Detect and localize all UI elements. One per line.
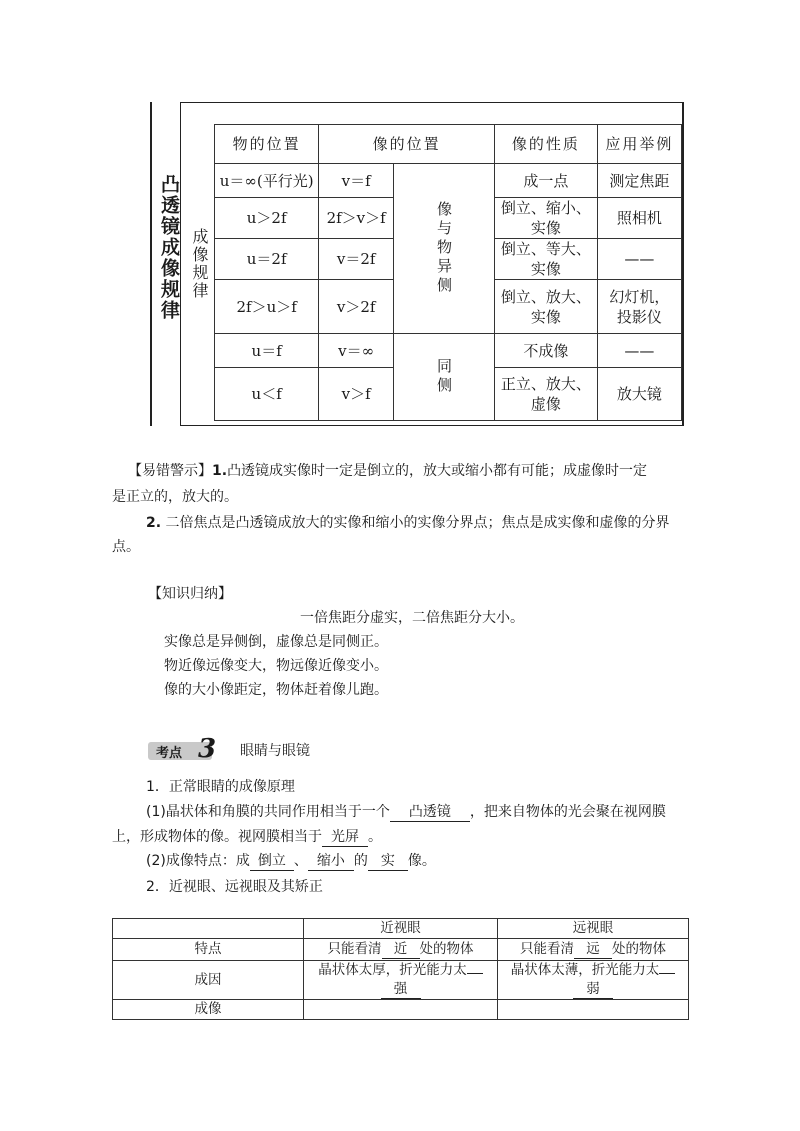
answer-blank: 近 [382,940,420,959]
text: ，把来自物体的光会聚在视网膜 [469,804,666,820]
text: 晶状体太薄，折光能力太 [510,962,660,978]
text: 只能看清 [327,941,382,957]
image-position: 2f＞v＞f [319,198,394,239]
kaodian-label: 考点 [156,746,183,761]
warning-paragraph-1-cont: 是正立的，放大的。 [112,489,238,505]
answer-blank: 远 [574,940,612,959]
table-header-row [113,919,689,939]
table-cell [304,1000,498,1020]
image-position: v＝∞ [319,334,394,368]
application: —— [597,334,681,368]
row-label: 特点 [113,939,304,961]
text: 的 [353,853,368,869]
application: 放大镜 [597,368,681,421]
eye-comparison-table [112,918,689,1020]
eye-section-2-title: 2．近视眼、远视眼及其矫正 [146,879,323,895]
image-nature: 成一点 [494,164,597,198]
lens-rule-table [214,124,682,421]
summary-line: 物近像远像变大，物远像近像变小。 [164,658,388,674]
eye-line-1 [146,801,706,823]
table-row [215,164,682,198]
answer-blank: 强 [381,980,421,999]
warning-text: 凸透镜成实像时一定是倒立的，放大或缩小都有可能；成虚像时一定 [227,463,648,479]
image-nature: 倒立、缩小、实像 [494,198,597,239]
answer-blank: 光屏 [322,828,368,847]
summary-line: 实像总是异侧倒，虚像总是同侧正。 [164,634,388,650]
kaodian-badge [148,734,230,764]
table-cell [304,939,498,961]
lens-rule-frame [150,102,684,426]
text: 。 [368,829,382,845]
table-cell [498,939,689,961]
image-nature-line: 正立、放大、 [500,375,591,393]
object-position: u＝2f [215,239,319,280]
object-position: u＝∞(平行光) [215,164,319,198]
warning-paragraph-2-cont: 点。 [112,539,140,555]
table-cell [498,961,689,1000]
image-nature-line: 虚像 [530,395,561,413]
answer-blank: 凸透镜 [390,803,470,822]
image-nature-line: 实像 [530,307,561,326]
table-header-row [215,125,682,164]
text: 、 [293,853,308,869]
row-label: 成因 [113,961,304,1000]
row-label: 成像 [113,1000,304,1020]
application: 测定焦距 [597,164,681,198]
image-position: v＞f [319,368,394,421]
header-object-position: 物的位置 [215,125,319,164]
table-cell [498,1000,689,1020]
application: 照相机 [597,198,681,239]
eye-section-1-title: 1．正常眼睛的成像原理 [146,779,295,795]
same-side-label: 同侧 [393,334,494,421]
warning-text: 二倍焦点是凸透镜成放大的实像和缩小的实像分界点；焦点是成实像和虚像的分界 [165,515,670,531]
item-number: 2. [146,515,162,531]
text: 处的物体 [419,941,474,957]
kaodian-title: 眼睛与眼镜 [240,743,310,759]
application-line: 幻灯机， [609,287,670,306]
image-position: v＝2f [319,239,394,280]
kaodian-number: 3 [198,734,217,764]
table-row [215,334,682,368]
text: 像。 [407,853,436,869]
section-title: 凸透镜成像规律 [158,174,180,321]
image-position: v＞2f [319,280,394,334]
image-nature: 不成像 [494,334,597,368]
text: (1)晶状体和角膜的共同作用相当于一个 [146,804,390,820]
table-row [113,1000,689,1020]
item-number: 1. [212,463,228,479]
warning-paragraph-1 [128,460,688,482]
warning-tag: 【易错警示】 [128,463,212,479]
image-position: v＝f [319,164,394,198]
subsection-title: 成像规律 [190,228,209,300]
image-nature-line: 倒立、放大、 [500,287,591,306]
eye-line-2 [112,826,382,848]
table-cell [304,961,498,1000]
text: (2)成像特点：成 [146,853,250,869]
image-nature [494,280,597,334]
answer-blank: 实 [368,852,408,871]
object-position: u＝f [215,334,319,368]
summary-line: 一倍焦距分虚实，二倍焦距分大小。 [300,610,524,626]
answer-blank: 缩小 [308,852,354,871]
application [597,280,681,334]
text: 晶状体太厚，折光能力太 [318,962,467,978]
application: —— [597,239,681,280]
header-near-sighted: 近视眼 [304,919,498,939]
header-image-position: 像的位置 [319,125,495,164]
image-nature [494,368,597,421]
object-position: u＜f [215,368,319,421]
summary-line: 像的大小像距定，物体赶着像儿跑。 [164,682,388,698]
answer-blank: 倒立 [250,852,294,871]
warning-paragraph-2 [146,512,691,534]
blank-line [467,973,483,974]
summary-tag: 【知识归纳】 [148,586,232,602]
application-line: 投影仪 [616,307,662,326]
eye-line-3 [146,850,436,872]
table-row [113,961,689,1000]
object-position: u＞2f [215,198,319,239]
opposite-side-label: 像与物异侧 [393,164,494,334]
header-far-sighted: 远视眼 [498,919,689,939]
text: 处的物体 [612,941,666,957]
table-corner-cell [113,919,304,939]
object-position: 2f＞u＞f [215,280,319,334]
table-row [113,939,689,961]
answer-blank: 弱 [573,980,613,999]
header-application: 应用举例 [597,125,681,164]
blank-line [659,973,675,974]
text: 只能看清 [520,941,574,957]
image-nature: 倒立、等大、实像 [494,239,597,280]
text: 上，形成物体的像。视网膜相当于 [112,829,322,845]
header-image-nature: 像的性质 [494,125,597,164]
